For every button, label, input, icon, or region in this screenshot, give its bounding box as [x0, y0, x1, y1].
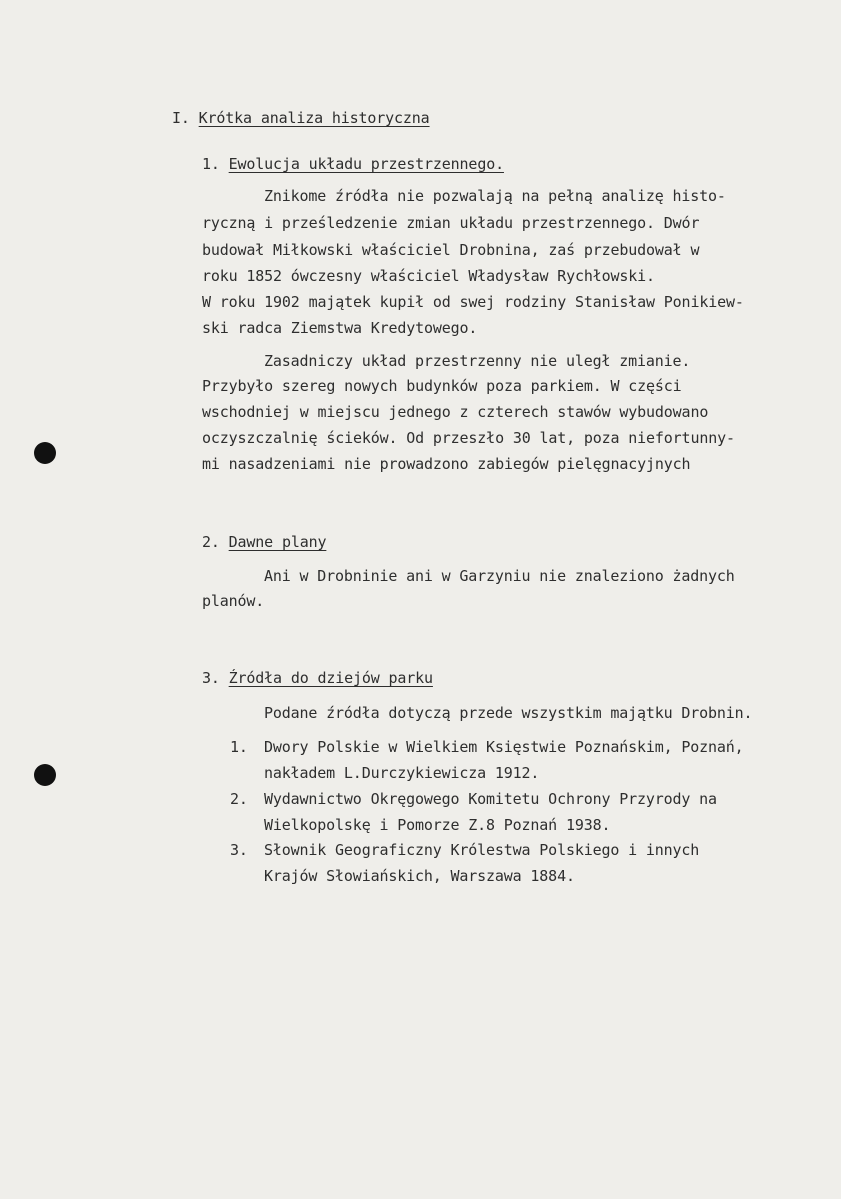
subsection-title: Ewolucja układu przestrzennego.	[228, 155, 504, 173]
subsection-heading	[202, 532, 326, 552]
source-number: 3.	[230, 841, 248, 859]
paragraph-line: Zasadniczy układ przestrzenny nie uległ zmianie.	[264, 352, 691, 370]
section-title: Krótka analiza historyczna	[198, 109, 430, 127]
source-line: nakładem L.Durczykiewicza 1912.	[264, 764, 540, 782]
paragraph-line: wschodniej w miejscu jednego z czterech stawów wybudowano	[202, 403, 709, 421]
paragraph-line: planów.	[202, 592, 265, 610]
source-line: Dwory Polskie w Wielkiem Księstwie Poznańskim, Poznań,	[264, 738, 744, 756]
subsection-heading	[202, 668, 433, 688]
source-line: Wielkopolskę i Pomorze Z.8 Poznań 1938.	[264, 816, 611, 834]
subsection-heading	[202, 154, 504, 174]
subsection-title: Dawne plany	[228, 533, 327, 551]
subsection-number: 1.	[202, 155, 220, 173]
paragraph-line: Ani w Drobninie ani w Garzyniu nie znaleziono żadnych	[264, 567, 735, 585]
source-line: Słownik Geograficzny Królestwa Polskiego i innych	[264, 841, 700, 859]
source-number: 2.	[230, 790, 248, 808]
paragraph-line: W roku 1902 majątek kupił od swej rodziny Stanisław Ponikiew-	[202, 293, 744, 311]
paragraph-line: Znikome źródła nie pozwalają na pełną analizę histo-	[264, 187, 726, 205]
paragraph-line: Przybyło szereg nowych budynków poza parkiem. W części	[202, 377, 682, 395]
paragraph-line: mi nasadzeniami nie prowadzono zabiegów pielęgnacyjnych	[202, 455, 691, 473]
source-line: Krajów Słowiańskich, Warszawa 1884.	[264, 867, 575, 885]
paragraph-line: budował Miłkowski właściciel Drobnina, zaś przebudował w	[202, 241, 700, 259]
subsection-number: 2.	[202, 533, 220, 551]
subsection-number: 3.	[202, 669, 220, 687]
source-line: Wydawnictwo Okręgowego Komitetu Ochrony Przyrody na	[264, 790, 717, 808]
paragraph-line: ryczną i prześledzenie zmian układu przestrzennego. Dwór	[202, 214, 700, 232]
binder-hole	[34, 764, 56, 786]
section-heading	[172, 108, 430, 128]
paragraph-line: ski radca Ziemstwa Kredytowego.	[202, 319, 478, 337]
source-number: 1.	[230, 738, 248, 756]
subsection-title: Źródła do dziejów parku	[228, 669, 433, 687]
section-number: I.	[172, 109, 190, 127]
paragraph-line: oczyszczalnię ścieków. Od przeszło 30 lat, poza niefortunny-	[202, 429, 735, 447]
sources-intro: Podane źródła dotyczą przede wszystkim majątku Drobnin.	[264, 704, 753, 722]
paragraph-line: roku 1852 ówczesny właściciel Władysław Rychłowski.	[202, 267, 655, 285]
binder-hole	[34, 442, 56, 464]
